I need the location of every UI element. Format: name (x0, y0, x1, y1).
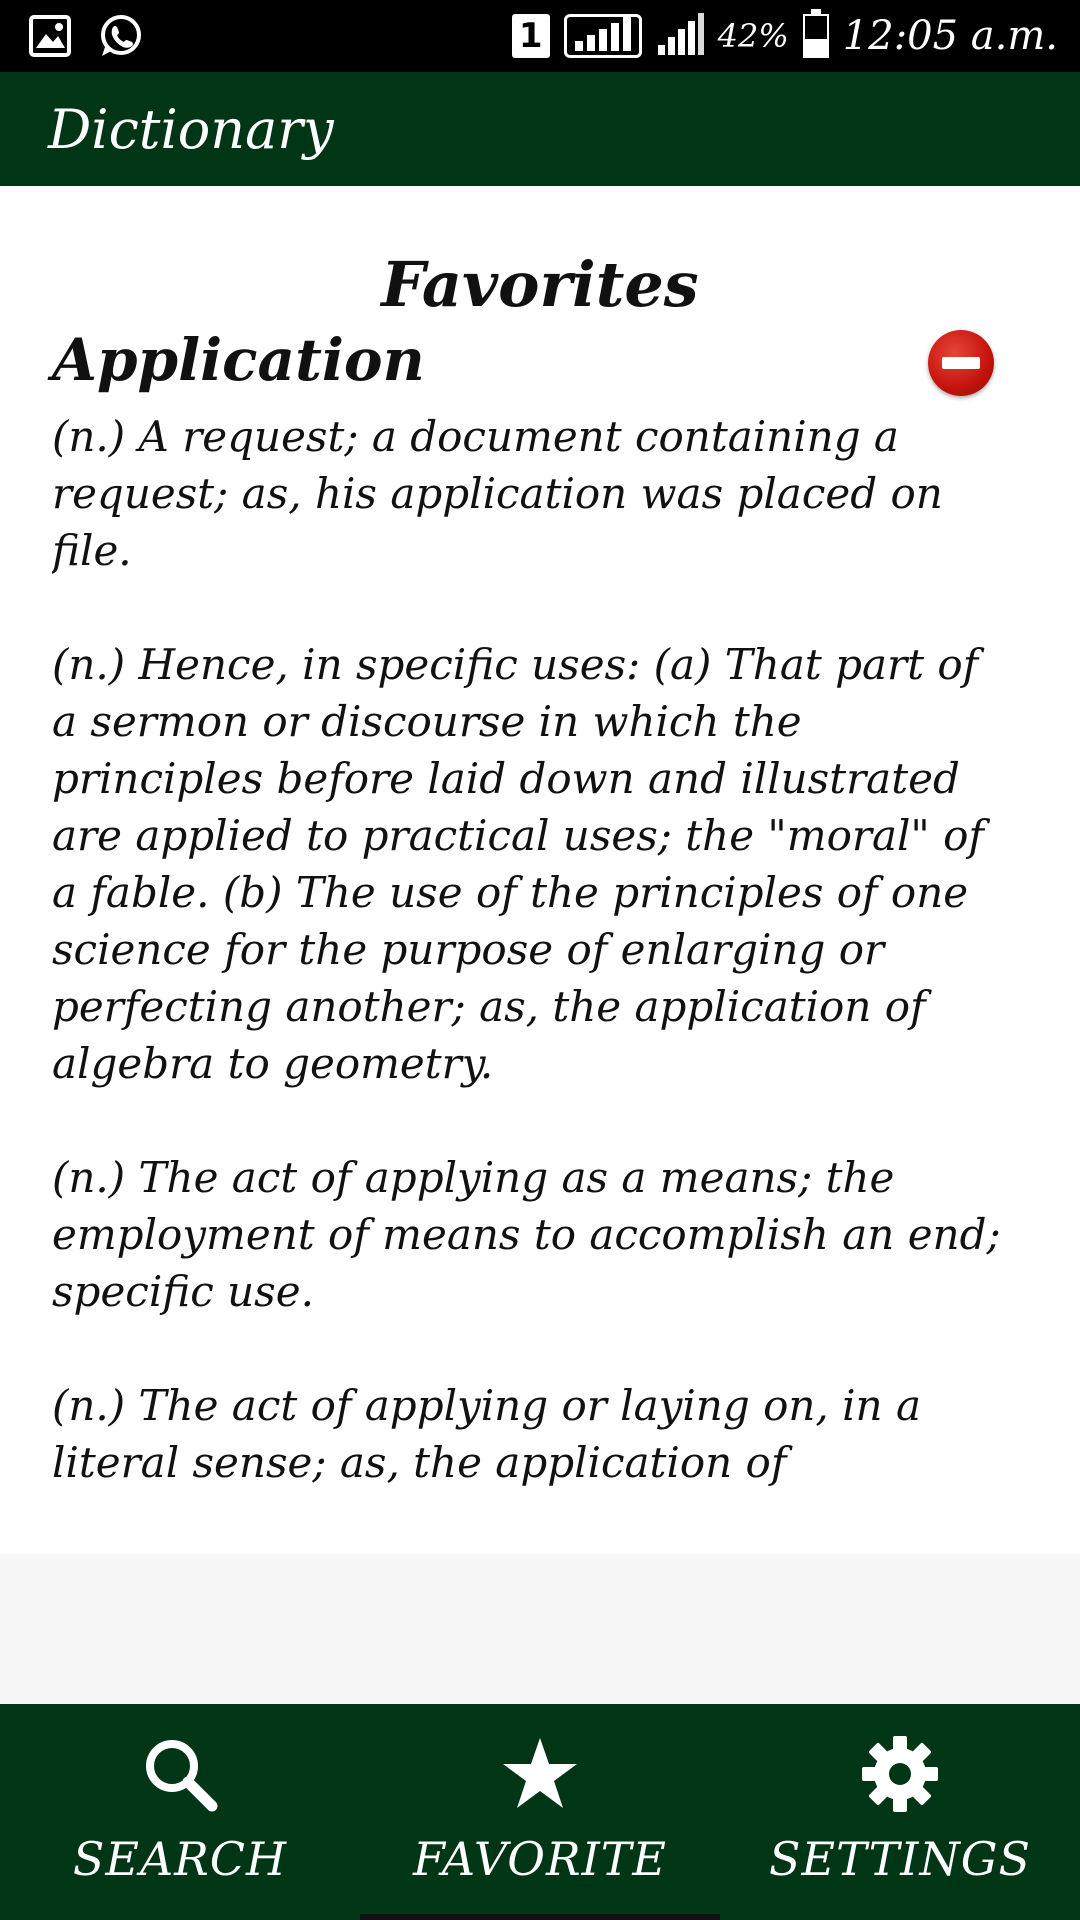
minus-icon (942, 357, 980, 369)
definition-item: (n.) Hence, in specific uses: (a) That part of a sermon or discourse in which the principles before laid down and illustrated are applied to practical uses; the "moral" of a fable. (b) The use of the principles of one science for the purpose of enlarging or perfecting another; as, the application of algebra to geometry. (52, 640, 984, 1088)
status-bar (0, 0, 1080, 72)
gallery-icon (28, 14, 72, 62)
nav-settings[interactable] (720, 1704, 1080, 1920)
definition-item: (n.) The act of applying as a means; the employment of means to accomplish an end; specific use. (52, 1153, 1001, 1316)
sim-slot-badge: 1 (512, 14, 550, 58)
home-indicator (360, 1914, 720, 1920)
page-title: Favorites (381, 248, 699, 321)
whatsapp-icon (96, 12, 144, 64)
nav-search-label: SEARCH (72, 1832, 288, 1886)
nav-settings-label: SETTINGS (769, 1832, 1031, 1886)
notification-icons (28, 12, 144, 64)
search-icon (140, 1734, 220, 1814)
definition-list[interactable] (52, 408, 1012, 1554)
nav-favorite[interactable] (360, 1704, 720, 1920)
favorites-panel[interactable] (0, 186, 1080, 1554)
nav-favorite-label: FAVORITE (412, 1832, 668, 1886)
battery-percent: 42% (717, 17, 789, 55)
empty-area (0, 1554, 1080, 1704)
clock: 12:05 a.m. (842, 13, 1058, 59)
system-indicators (512, 8, 1058, 64)
app-bar (0, 72, 1080, 186)
word-title: Application (52, 326, 425, 394)
gear-icon (860, 1734, 940, 1814)
star-icon (500, 1734, 580, 1814)
signal-icon-secondary (656, 13, 704, 59)
battery-level (805, 39, 827, 56)
definition-item: (n.) The act of applying or laying on, in a literal sense; as, the application of (52, 1381, 921, 1487)
remove-favorite-button[interactable] (928, 330, 994, 396)
definition-item: (n.) A request; a document containing a request; as, his application was placed on file. (52, 412, 943, 575)
app-title: Dictionary (48, 98, 334, 161)
signal-icon (564, 14, 642, 58)
battery-icon (803, 14, 829, 58)
nav-search[interactable] (0, 1704, 360, 1920)
bottom-navigation (0, 1704, 1080, 1920)
